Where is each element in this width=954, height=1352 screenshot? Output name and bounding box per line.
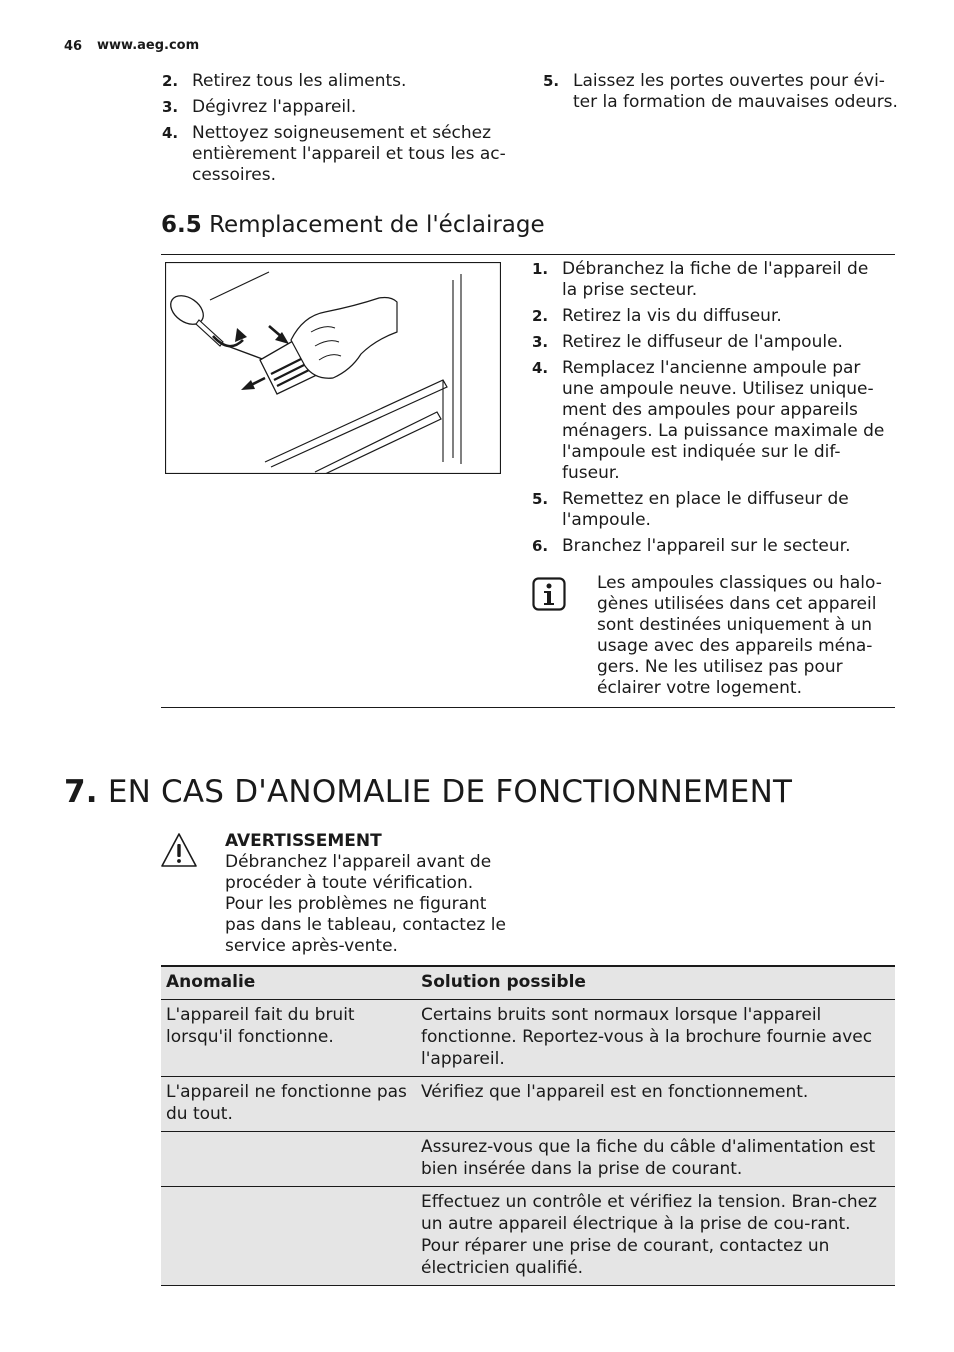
anomaly-cell: L'appareil fait du bruit lorsqu'il fonctionne. [161,1000,416,1077]
table-row [161,1000,895,1077]
step-text: Dégivrez l'appareil. [192,97,357,117]
lamp-replacement-illustration [165,262,501,474]
step-text: Remplacez l'ancienne ampoule par une ampoule neuve. Utilisez unique-ment des ampoules pour appareils ménagers. La puissance maximale de l'ampoule est indiquée sur le dif-fuseur. [562,358,885,483]
section-number: 6.5 [161,212,202,238]
chapter-number: 7. [64,774,98,810]
list-item [162,71,507,92]
table-row [161,1187,895,1286]
warning-icon [160,832,198,868]
list-item [162,123,507,186]
list-item [532,536,888,557]
troubleshooting-table-wrap [161,965,895,1286]
step-text: Débranchez la fiche de l'appareil de la prise secteur. [562,259,869,300]
step-number: 4. [162,124,179,142]
column-header-anomaly: Anomalie [161,966,416,1000]
anomaly-cell [161,1132,416,1187]
illustration-svg [165,262,501,474]
step-text: Retirez la vis du diffuseur. [562,306,782,326]
warning-title: AVERTISSEMENT [225,831,382,851]
warning-box [225,831,515,957]
step-text: Remettez en place le diffuseur de l'ampoule. [562,489,849,530]
step-number: 2. [162,72,179,90]
section-top-rule [161,254,895,255]
warning-text: Débranchez l'appareil avant de procéder à toute vérification. Pour les problèmes ne figurant pas dans le tableau, contactez le service après-vente. [225,852,506,956]
lamp-steps [532,259,888,562]
solution-cell: Certains bruits sont normaux lorsque l'appareil fonctionne. Reportez-vous à la brochure fournie avec l'appareil. [416,1000,895,1077]
step-number: 5. [532,490,549,508]
list-item [532,358,888,484]
anomaly-cell [161,1187,416,1286]
step-number: 4. [532,359,549,377]
chapter-title [64,774,792,810]
section-title [161,212,545,238]
top-steps-left [162,71,507,191]
list-item [532,489,888,531]
list-item [532,306,888,327]
solution-cell: Vérifiez que l'appareil est en fonctionnement. [416,1077,895,1132]
table-header-row [161,966,895,1000]
website-url: www.aeg.com [97,38,200,53]
info-icon [532,577,566,611]
solution-cell: Assurez-vous que la fiche du câble d'alimentation est bien insérée dans la prise de courant. [416,1132,895,1187]
table-row [161,1077,895,1132]
info-note-text: Les ampoules classiques ou halo-gènes utilisées dans cet appareil sont destinées uniquement à un usage avec des appareils ména-gers. Ne les utilisez pas pour éclairer votre logement. [597,573,882,698]
step-number: 3. [532,333,549,351]
top-steps-right [543,71,903,118]
section-bottom-rule [161,707,895,708]
troubleshooting-table [161,965,895,1286]
chapter-title-text: EN CAS D'ANOMALIE DE FONCTIONNEMENT [107,774,793,810]
list-item [162,97,507,118]
step-number: 3. [162,98,179,116]
table-row [161,1132,895,1187]
anomaly-cell: L'appareil ne fonctionne pas du tout. [161,1077,416,1132]
list-item [532,332,888,353]
column-header-solution: Solution possible [416,966,895,1000]
solution-cell: Effectuez un contrôle et vérifiez la tension. Bran-chez un autre appareil électrique à la prise de cou-rant. Pour réparer une prise de courant, contactez un électricien qualifié. [416,1187,895,1286]
step-text: Branchez l'appareil sur le secteur. [562,536,851,556]
step-text: Nettoyez soigneusement et séchez entièrement l'appareil et tous les ac-cessoires. [192,123,506,185]
section-title-text: Remplacement de l'éclairage [209,212,545,238]
list-item [532,259,888,301]
step-text: Retirez tous les aliments. [192,71,407,91]
step-number: 5. [543,72,560,90]
page-number: 46 [64,39,83,54]
step-text: Retirez le diffuseur de l'ampoule. [562,332,843,352]
step-number: 1. [532,260,549,278]
step-number: 6. [532,537,549,555]
step-text: Laissez les portes ouvertes pour évi-ter la formation de mauvaises odeurs. [573,71,898,112]
step-number: 2. [532,307,549,325]
list-item [543,71,903,113]
